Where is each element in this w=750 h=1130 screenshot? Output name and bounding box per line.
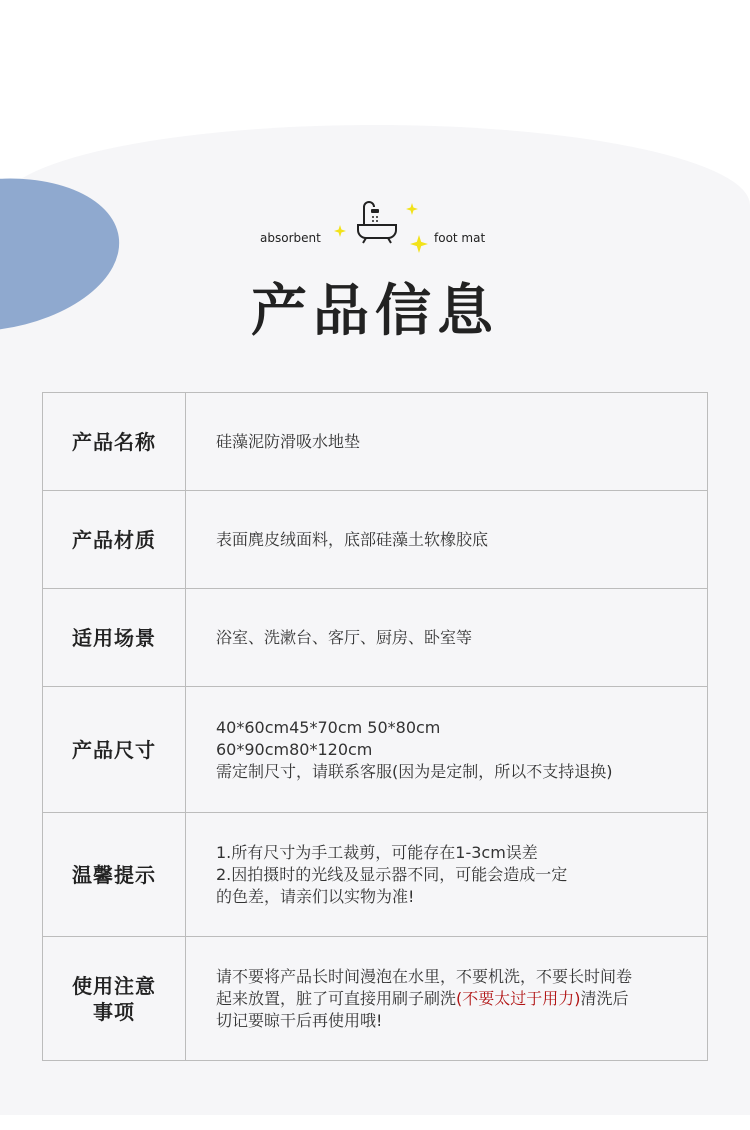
row-label: 温馨提示 xyxy=(43,813,186,937)
row-label-line: 使用注意 xyxy=(72,973,156,998)
value-line: 40*60cm45*70cm 50*80cm xyxy=(216,717,441,737)
sparkle-icon xyxy=(410,235,428,253)
row-label xyxy=(43,937,186,1061)
value-line: 需定制尺寸，请联系客服(因为是定制，所以不支持退换) xyxy=(216,761,613,781)
warning-text: (不要太过于用力) xyxy=(456,988,581,1008)
table-row xyxy=(43,589,708,687)
row-label: 适用场景 xyxy=(43,589,186,687)
sparkle-icon xyxy=(334,225,346,237)
value-line: 请不要将产品长时间漫泡在水里，不要机洗，不要长时间卷 xyxy=(216,966,633,986)
value-line: 切记要晾干后再使用哦! xyxy=(216,1010,383,1030)
value-line xyxy=(216,988,697,1010)
table-row xyxy=(43,937,708,1061)
row-value xyxy=(186,937,708,1061)
header xyxy=(0,195,750,345)
table-row xyxy=(43,393,708,491)
table-row xyxy=(43,491,708,589)
value-line: 2.因拍摄时的光线及显示器不同，可能会造成一定 xyxy=(216,864,568,884)
subtitle-right: foot mat xyxy=(434,231,486,245)
row-value xyxy=(186,491,708,589)
table-row xyxy=(43,813,708,937)
sparkle-icon xyxy=(406,203,418,215)
value-line: 60*90cm80*120cm xyxy=(216,739,373,759)
value-line: 表面麂皮绒面料，底部硅藻土软橡胶底 xyxy=(216,529,489,549)
product-info-table xyxy=(42,392,708,1061)
subtitle-left: absorbent xyxy=(260,231,321,245)
value-text: 起来放置，脏了可直接用刷子刷洗 xyxy=(216,988,457,1008)
row-value xyxy=(186,687,708,813)
row-label: 产品名称 xyxy=(43,393,186,491)
value-line: 的色差，请亲们以实物为准! xyxy=(216,886,415,906)
value-line: 浴室、洗漱台、客厅、厨房、卧室等 xyxy=(216,627,473,647)
table-row xyxy=(43,687,708,813)
row-value xyxy=(186,589,708,687)
value-text: 清洗后 xyxy=(580,988,629,1008)
row-label: 产品材质 xyxy=(43,491,186,589)
bathtub-icon xyxy=(352,199,402,249)
value-line: 1.所有尺寸为手工裁剪，可能存在1-3cm误差 xyxy=(216,842,538,862)
row-label: 产品尺寸 xyxy=(43,687,186,813)
row-value xyxy=(186,393,708,491)
value-line: 硅藻泥防滑吸水地垫 xyxy=(216,431,361,451)
page-title: 产品信息 xyxy=(251,279,499,344)
row-label-line: 事项 xyxy=(93,999,135,1024)
row-value xyxy=(186,813,708,937)
